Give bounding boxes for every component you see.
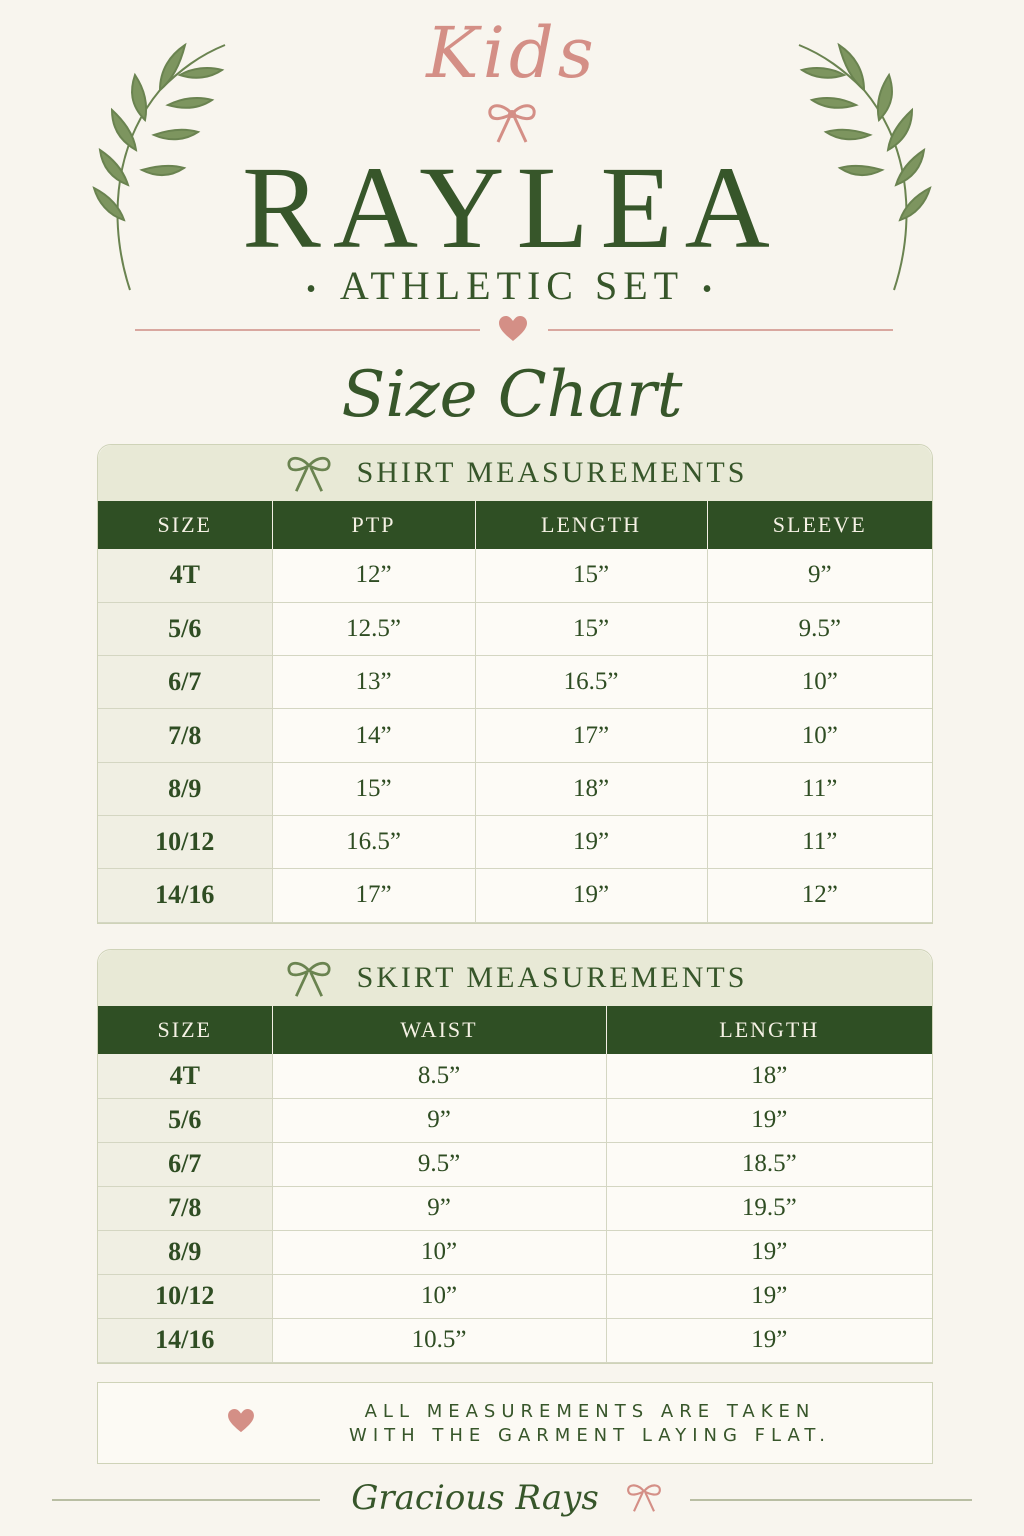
- bow-icon: [283, 453, 335, 493]
- measurement-cell: 18.5”: [606, 1142, 932, 1186]
- table-row: [98, 1054, 932, 1098]
- section-title: Size Chart: [341, 358, 683, 432]
- table-row: [98, 1142, 932, 1186]
- table-row: [98, 1318, 932, 1362]
- subtitle-text: ATHLETIC SET: [339, 263, 685, 308]
- heart-icon: [499, 316, 527, 342]
- skirt-table: [98, 1006, 932, 1363]
- size-cell: 8/9: [98, 1230, 272, 1274]
- measurement-cell: 19”: [606, 1274, 932, 1318]
- column-header: PTP: [272, 501, 475, 549]
- divider-right: [548, 329, 893, 331]
- size-cell: 7/8: [98, 1186, 272, 1230]
- measurement-cell: 11”: [707, 815, 932, 868]
- measurement-cell: 19”: [475, 815, 707, 868]
- measurement-cell: 9.5”: [272, 1142, 606, 1186]
- size-cell: 4T: [98, 1054, 272, 1098]
- table-row: [98, 869, 932, 922]
- table-row: [98, 762, 932, 815]
- footer-divider-left: [52, 1499, 320, 1501]
- subtitle-dot-right: •: [702, 273, 718, 305]
- table-row: [98, 815, 932, 868]
- measurement-cell: 18”: [475, 762, 707, 815]
- measurement-cell: 19”: [606, 1318, 932, 1362]
- table-row: [98, 1186, 932, 1230]
- measurement-cell: 10.5”: [272, 1318, 606, 1362]
- size-cell: 4T: [98, 549, 272, 602]
- size-cell: 5/6: [98, 602, 272, 655]
- bow-icon: [624, 1480, 664, 1514]
- note-line-2: WITH THE GARMENT LAYING FLAT.: [349, 1425, 831, 1446]
- column-header: WAIST: [272, 1006, 606, 1054]
- divider-left: [135, 329, 480, 331]
- size-cell: 8/9: [98, 762, 272, 815]
- subtitle-dot-left: •: [306, 273, 322, 305]
- size-cell: 14/16: [98, 1318, 272, 1362]
- size-cell: 5/6: [98, 1098, 272, 1142]
- kids-label: Kids: [426, 12, 598, 94]
- table-row: [98, 1230, 932, 1274]
- measurement-cell: 13”: [272, 656, 475, 709]
- table-row: [98, 656, 932, 709]
- skirt-panel-header: [98, 950, 932, 1006]
- measurement-cell: 15”: [475, 602, 707, 655]
- column-header: SIZE: [98, 1006, 272, 1054]
- bow-icon: [484, 100, 540, 144]
- size-cell: 14/16: [98, 869, 272, 922]
- footer-brand: Gracious Rays: [351, 1478, 599, 1518]
- size-cell: 7/8: [98, 709, 272, 762]
- measurement-cell: 18”: [606, 1054, 932, 1098]
- measurement-cell: 11”: [707, 762, 932, 815]
- measurement-cell: 12”: [707, 869, 932, 922]
- shirt-panel-header: [98, 445, 932, 501]
- brand-title: RAYLEA: [242, 142, 782, 273]
- skirt-panel-title: SKIRT MEASUREMENTS: [356, 961, 748, 994]
- measurement-cell: 19”: [606, 1098, 932, 1142]
- shirt-panel: [97, 444, 933, 924]
- footer-divider-right: [690, 1499, 972, 1501]
- measurement-cell: 8.5”: [272, 1054, 606, 1098]
- size-cell: 6/7: [98, 1142, 272, 1186]
- measurement-cell: 10”: [707, 656, 932, 709]
- size-cell: 10/12: [98, 815, 272, 868]
- bow-icon: [283, 958, 335, 998]
- table-row: [98, 602, 932, 655]
- note-line-1: ALL MEASUREMENTS ARE TAKEN: [364, 1401, 816, 1422]
- shirt-table: [98, 501, 932, 923]
- subtitle: [0, 262, 1024, 309]
- column-header: SLEEVE: [707, 501, 932, 549]
- measurement-cell: 15”: [475, 549, 707, 602]
- measurement-cell: 19”: [475, 869, 707, 922]
- skirt-panel: [97, 949, 933, 1364]
- measurement-cell: 19.5”: [606, 1186, 932, 1230]
- measurement-cell: 16.5”: [272, 815, 475, 868]
- measurement-cell: 9”: [272, 1186, 606, 1230]
- measurement-note: [97, 1382, 933, 1464]
- measurement-cell: 9”: [272, 1098, 606, 1142]
- column-header: LENGTH: [606, 1006, 932, 1054]
- skirt-header-row: [98, 1006, 932, 1054]
- measurement-cell: 10”: [272, 1230, 606, 1274]
- shirt-panel-title: SHIRT MEASUREMENTS: [356, 456, 748, 489]
- measurement-cell: 16.5”: [475, 656, 707, 709]
- table-row: [98, 549, 932, 602]
- size-cell: 10/12: [98, 1274, 272, 1318]
- measurement-cell: 10”: [707, 709, 932, 762]
- measurement-cell: 12”: [272, 549, 475, 602]
- table-row: [98, 1274, 932, 1318]
- measurement-cell: 9.5”: [707, 602, 932, 655]
- size-cell: 6/7: [98, 656, 272, 709]
- column-header: SIZE: [98, 501, 272, 549]
- measurement-cell: 9”: [707, 549, 932, 602]
- measurement-cell: 10”: [272, 1274, 606, 1318]
- measurement-cell: 15”: [272, 762, 475, 815]
- measurement-cell: 17”: [475, 709, 707, 762]
- measurement-cell: 12.5”: [272, 602, 475, 655]
- table-row: [98, 709, 932, 762]
- measurement-cell: 19”: [606, 1230, 932, 1274]
- table-row: [98, 1098, 932, 1142]
- measurement-cell: 17”: [272, 869, 475, 922]
- measurement-cell: 14”: [272, 709, 475, 762]
- column-header: LENGTH: [475, 501, 707, 549]
- shirt-header-row: [98, 501, 932, 549]
